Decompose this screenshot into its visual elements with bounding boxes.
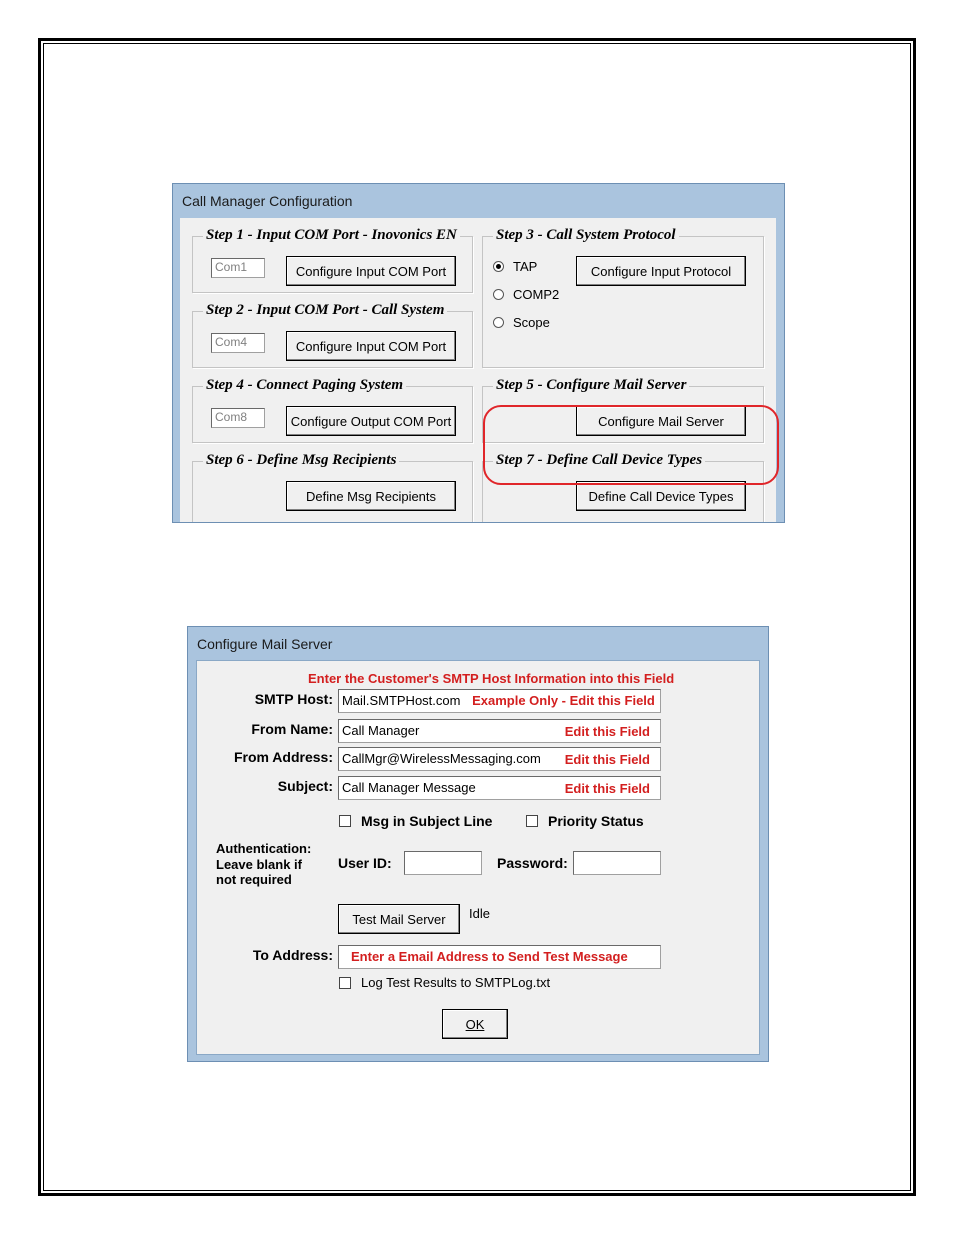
- step7-group: [482, 452, 764, 523]
- step1-port-field[interactable]: Com1: [211, 258, 265, 278]
- step1-legend: Step 1 - Input COM Port - Inovonics EN: [203, 227, 460, 244]
- test-mail-server-button[interactable]: Test Mail Server: [338, 904, 460, 934]
- define-call-device-types-button[interactable]: Define Call Device Types: [576, 481, 746, 511]
- msg-in-subject-box[interactable]: [339, 815, 351, 827]
- window-title: Call Manager Configuration: [182, 193, 353, 209]
- ok-button[interactable]: OK: [442, 1009, 508, 1039]
- from-address-note: Edit this Field: [564, 752, 650, 767]
- step6-legend: Step 6 - Define Msg Recipients: [203, 452, 399, 469]
- mail-server-window: [187, 626, 769, 1062]
- call-manager-window: [172, 183, 785, 523]
- msg-in-subject-label: Msg in Subject Line: [361, 813, 493, 829]
- from-address-label: From Address:: [233, 749, 333, 765]
- step4-legend: Step 4 - Connect Paging System: [203, 377, 406, 394]
- define-msg-recipients-button[interactable]: Define Msg Recipients: [286, 481, 456, 511]
- log-test-results-label: Log Test Results to SMTPLog.txt: [361, 975, 551, 990]
- step1-configure-button[interactable]: Configure Input COM Port: [286, 256, 456, 286]
- test-status: Idle: [469, 906, 490, 921]
- step1-group: [192, 227, 473, 293]
- step3-legend: Step 3 - Call System Protocol: [493, 227, 679, 244]
- step7-legend: Step 7 - Define Call Device Types: [493, 452, 705, 469]
- step2-configure-button[interactable]: Configure Input COM Port: [286, 331, 456, 361]
- step4-port-field[interactable]: Com8: [211, 408, 265, 428]
- priority-status-checkbox[interactable]: [526, 813, 644, 829]
- msg-in-subject-checkbox[interactable]: [339, 813, 492, 829]
- step5-group: [482, 377, 764, 443]
- radio-tap[interactable]: [493, 259, 537, 274]
- step4-group: [192, 377, 473, 443]
- configure-mail-server-button[interactable]: Configure Mail Server: [576, 406, 746, 436]
- from-name-note: Edit this Field: [564, 724, 650, 739]
- radio-scope[interactable]: [493, 315, 550, 330]
- radio-tap-label: TAP: [513, 259, 538, 274]
- log-test-results-checkbox[interactable]: [339, 975, 550, 990]
- password-label: Password:: [497, 855, 568, 871]
- radio-comp2-label: COMP2: [513, 287, 560, 302]
- from-name-label: From Name:: [251, 721, 333, 737]
- smtp-host-value: Mail.SMTPHost.com: [342, 693, 461, 708]
- auth-note-line3: not required: [216, 872, 292, 887]
- to-address-field[interactable]: Enter a Email Address to Send Test Message: [338, 945, 661, 969]
- to-address-label: To Address:: [252, 947, 333, 963]
- smtp-instruction: Enter the Customer's SMTP Host Information into this Field: [308, 671, 675, 686]
- step2-legend: Step 2 - Input COM Port - Call System: [203, 302, 447, 319]
- radio-tap-indicator[interactable]: [493, 261, 504, 272]
- password-field[interactable]: [573, 851, 661, 875]
- smtp-host-label: SMTP Host:: [254, 691, 333, 707]
- auth-note: [216, 841, 311, 888]
- user-id-field[interactable]: [404, 851, 482, 875]
- radio-scope-indicator[interactable]: [493, 317, 504, 328]
- priority-status-label: Priority Status: [548, 813, 644, 829]
- step5-legend: Step 5 - Configure Mail Server: [493, 377, 689, 394]
- radio-comp2[interactable]: [493, 287, 559, 302]
- from-address-value: CallMgr@WirelessMessaging.com: [342, 751, 541, 766]
- step2-group: [192, 302, 473, 368]
- auth-note-line2: Leave blank if: [216, 856, 302, 872]
- configure-input-protocol-button[interactable]: Configure Input Protocol: [576, 256, 746, 286]
- step2-port-field[interactable]: Com4: [211, 333, 265, 353]
- from-name-field[interactable]: [338, 719, 661, 743]
- radio-comp2-indicator[interactable]: [493, 289, 504, 300]
- mail-server-client: [196, 660, 760, 1055]
- configure-output-com-port-button[interactable]: Configure Output COM Port: [286, 406, 456, 436]
- subject-value: Call Manager Message: [342, 780, 476, 795]
- user-id-label: User ID:: [338, 855, 392, 871]
- auth-note-line1: Authentication:: [216, 841, 312, 856]
- smtp-host-field[interactable]: [338, 689, 661, 713]
- step6-group: [192, 452, 473, 523]
- from-name-value: Call Manager: [342, 723, 420, 738]
- log-test-results-box[interactable]: [339, 977, 351, 989]
- step3-group: [482, 227, 764, 368]
- subject-label: Subject:: [277, 778, 333, 794]
- subject-field[interactable]: [338, 776, 661, 800]
- priority-status-box[interactable]: [526, 815, 538, 827]
- subject-note: Edit this Field: [564, 781, 650, 796]
- smtp-host-note: Example Only - Edit this Field: [472, 693, 655, 708]
- call-manager-client: [180, 218, 776, 522]
- from-address-field[interactable]: [338, 747, 661, 771]
- radio-scope-label: Scope: [513, 315, 550, 330]
- window-title: Configure Mail Server: [197, 636, 333, 652]
